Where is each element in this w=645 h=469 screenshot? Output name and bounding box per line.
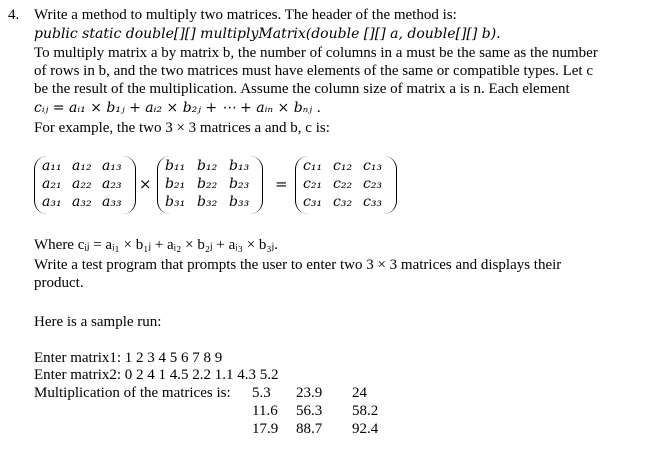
matrix-cell: a₃₁: [42, 194, 62, 210]
matrix-cell: c₃₂: [333, 194, 353, 210]
matrix-cell: b₁₁: [165, 158, 186, 174]
matrix-cell: c₂₁: [303, 176, 323, 192]
matrix-cell: b₁₂: [197, 158, 218, 174]
problem-intro: Write a method to multiply two matrices. The header of the method is:: [34, 7, 457, 23]
matrix-b: [157, 158, 263, 214]
task-line-2: product.: [34, 275, 84, 291]
matrix-cell: a₃₂: [72, 194, 92, 210]
matrix-cell: c₃₃: [363, 194, 383, 210]
matrix-cell: a₁₃: [102, 158, 122, 174]
paragraph-line-3: be the result of the multiplication. Assume the column size of matrix a is n. Each element: [34, 81, 570, 97]
problem-number: 4.: [8, 7, 20, 23]
example-text: For example, the two 3 × 3 matrices a and b, c is:: [34, 120, 330, 136]
result-cell: 24: [352, 385, 367, 401]
paragraph-line-1: To multiply matrix a by matrix b, the number of columns in a must be the same as the number: [34, 45, 598, 61]
task-line-1: Write a test program that prompts the user to enter two 3 × 3 matrices and displays their: [34, 257, 562, 273]
matrix-cell: b₂₃: [229, 176, 250, 192]
result-cell: 92.4: [352, 421, 379, 437]
paragraph-line-2: of rows in b, and the two matrices must have elements of the same or compatible types. Let c: [34, 63, 594, 79]
matrix-cell: a₁₁: [42, 158, 62, 174]
matrix-cell: c₁₁: [303, 158, 323, 174]
right-paren: [250, 156, 263, 214]
matrix-cell: b₃₂: [197, 194, 218, 210]
matrix-cell: a₃₃: [102, 194, 122, 210]
matrix-cell: b₂₁: [165, 176, 186, 192]
matrix-cell: c₂₂: [333, 176, 353, 192]
method-header: public static double[][] multiplyMatrix(double [][] a, double[][] b).: [34, 26, 501, 42]
matrix-cell: b₁₃: [229, 158, 250, 174]
right-paren: [123, 156, 136, 214]
where-line: Where cᵢⱼ = aᵢ₁ × b₁ⱼ + aᵢ₂ × b₂ⱼ + aᵢ₃ × b₃ⱼ.: [34, 237, 279, 253]
matrix-cell: a₂₃: [102, 176, 122, 192]
matrix-b-grid: [165, 158, 261, 212]
result-cell: 88.7: [296, 421, 323, 437]
sample-run-label: Multiplication of the matrices is:: [34, 385, 231, 401]
sample-run-heading: Here is a sample run:: [34, 314, 162, 330]
matrix-a: [34, 158, 136, 214]
result-cell: 56.3: [296, 403, 323, 419]
result-cell: 11.6: [252, 403, 278, 419]
general-formula: cᵢⱼ = aᵢ₁ × b₁ⱼ + aᵢ₂ × b₂ⱼ + ⋯ + aᵢₙ × bₙⱼ .: [34, 100, 321, 116]
matrix-cell: a₂₂: [72, 176, 92, 192]
equals-operator: =: [275, 175, 288, 193]
matrix-cell: c₃₁: [303, 194, 323, 210]
right-paren: [384, 156, 397, 214]
matrix-cell: c₁₂: [333, 158, 353, 174]
matrix-cell: a₂₁: [42, 176, 62, 192]
matrix-cell: b₃₁: [165, 194, 186, 210]
matrix-cell: c₂₃: [363, 176, 383, 192]
sample-run-line-1: Enter matrix1: 1 2 3 4 5 6 7 8 9: [34, 350, 223, 366]
matrix-cell: a₁₂: [72, 158, 92, 174]
result-cell: 23.9: [296, 385, 323, 401]
matrix-cell: c₁₃: [363, 158, 383, 174]
matrix-cell: b₂₂: [197, 176, 218, 192]
sample-run-line-2: Enter matrix2: 0 2 4 1 4.5 2.2 1.1 4.3 5.2: [34, 367, 279, 383]
matrix-c: [295, 158, 397, 214]
matrix-c-grid: [303, 158, 393, 212]
matrix-cell: b₃₃: [229, 194, 250, 210]
matrix-a-grid: [42, 158, 132, 212]
times-operator: ×: [139, 175, 152, 193]
result-cell: 17.9: [252, 421, 279, 437]
result-cell: 5.3: [252, 385, 271, 401]
result-cell: 58.2: [352, 403, 379, 419]
